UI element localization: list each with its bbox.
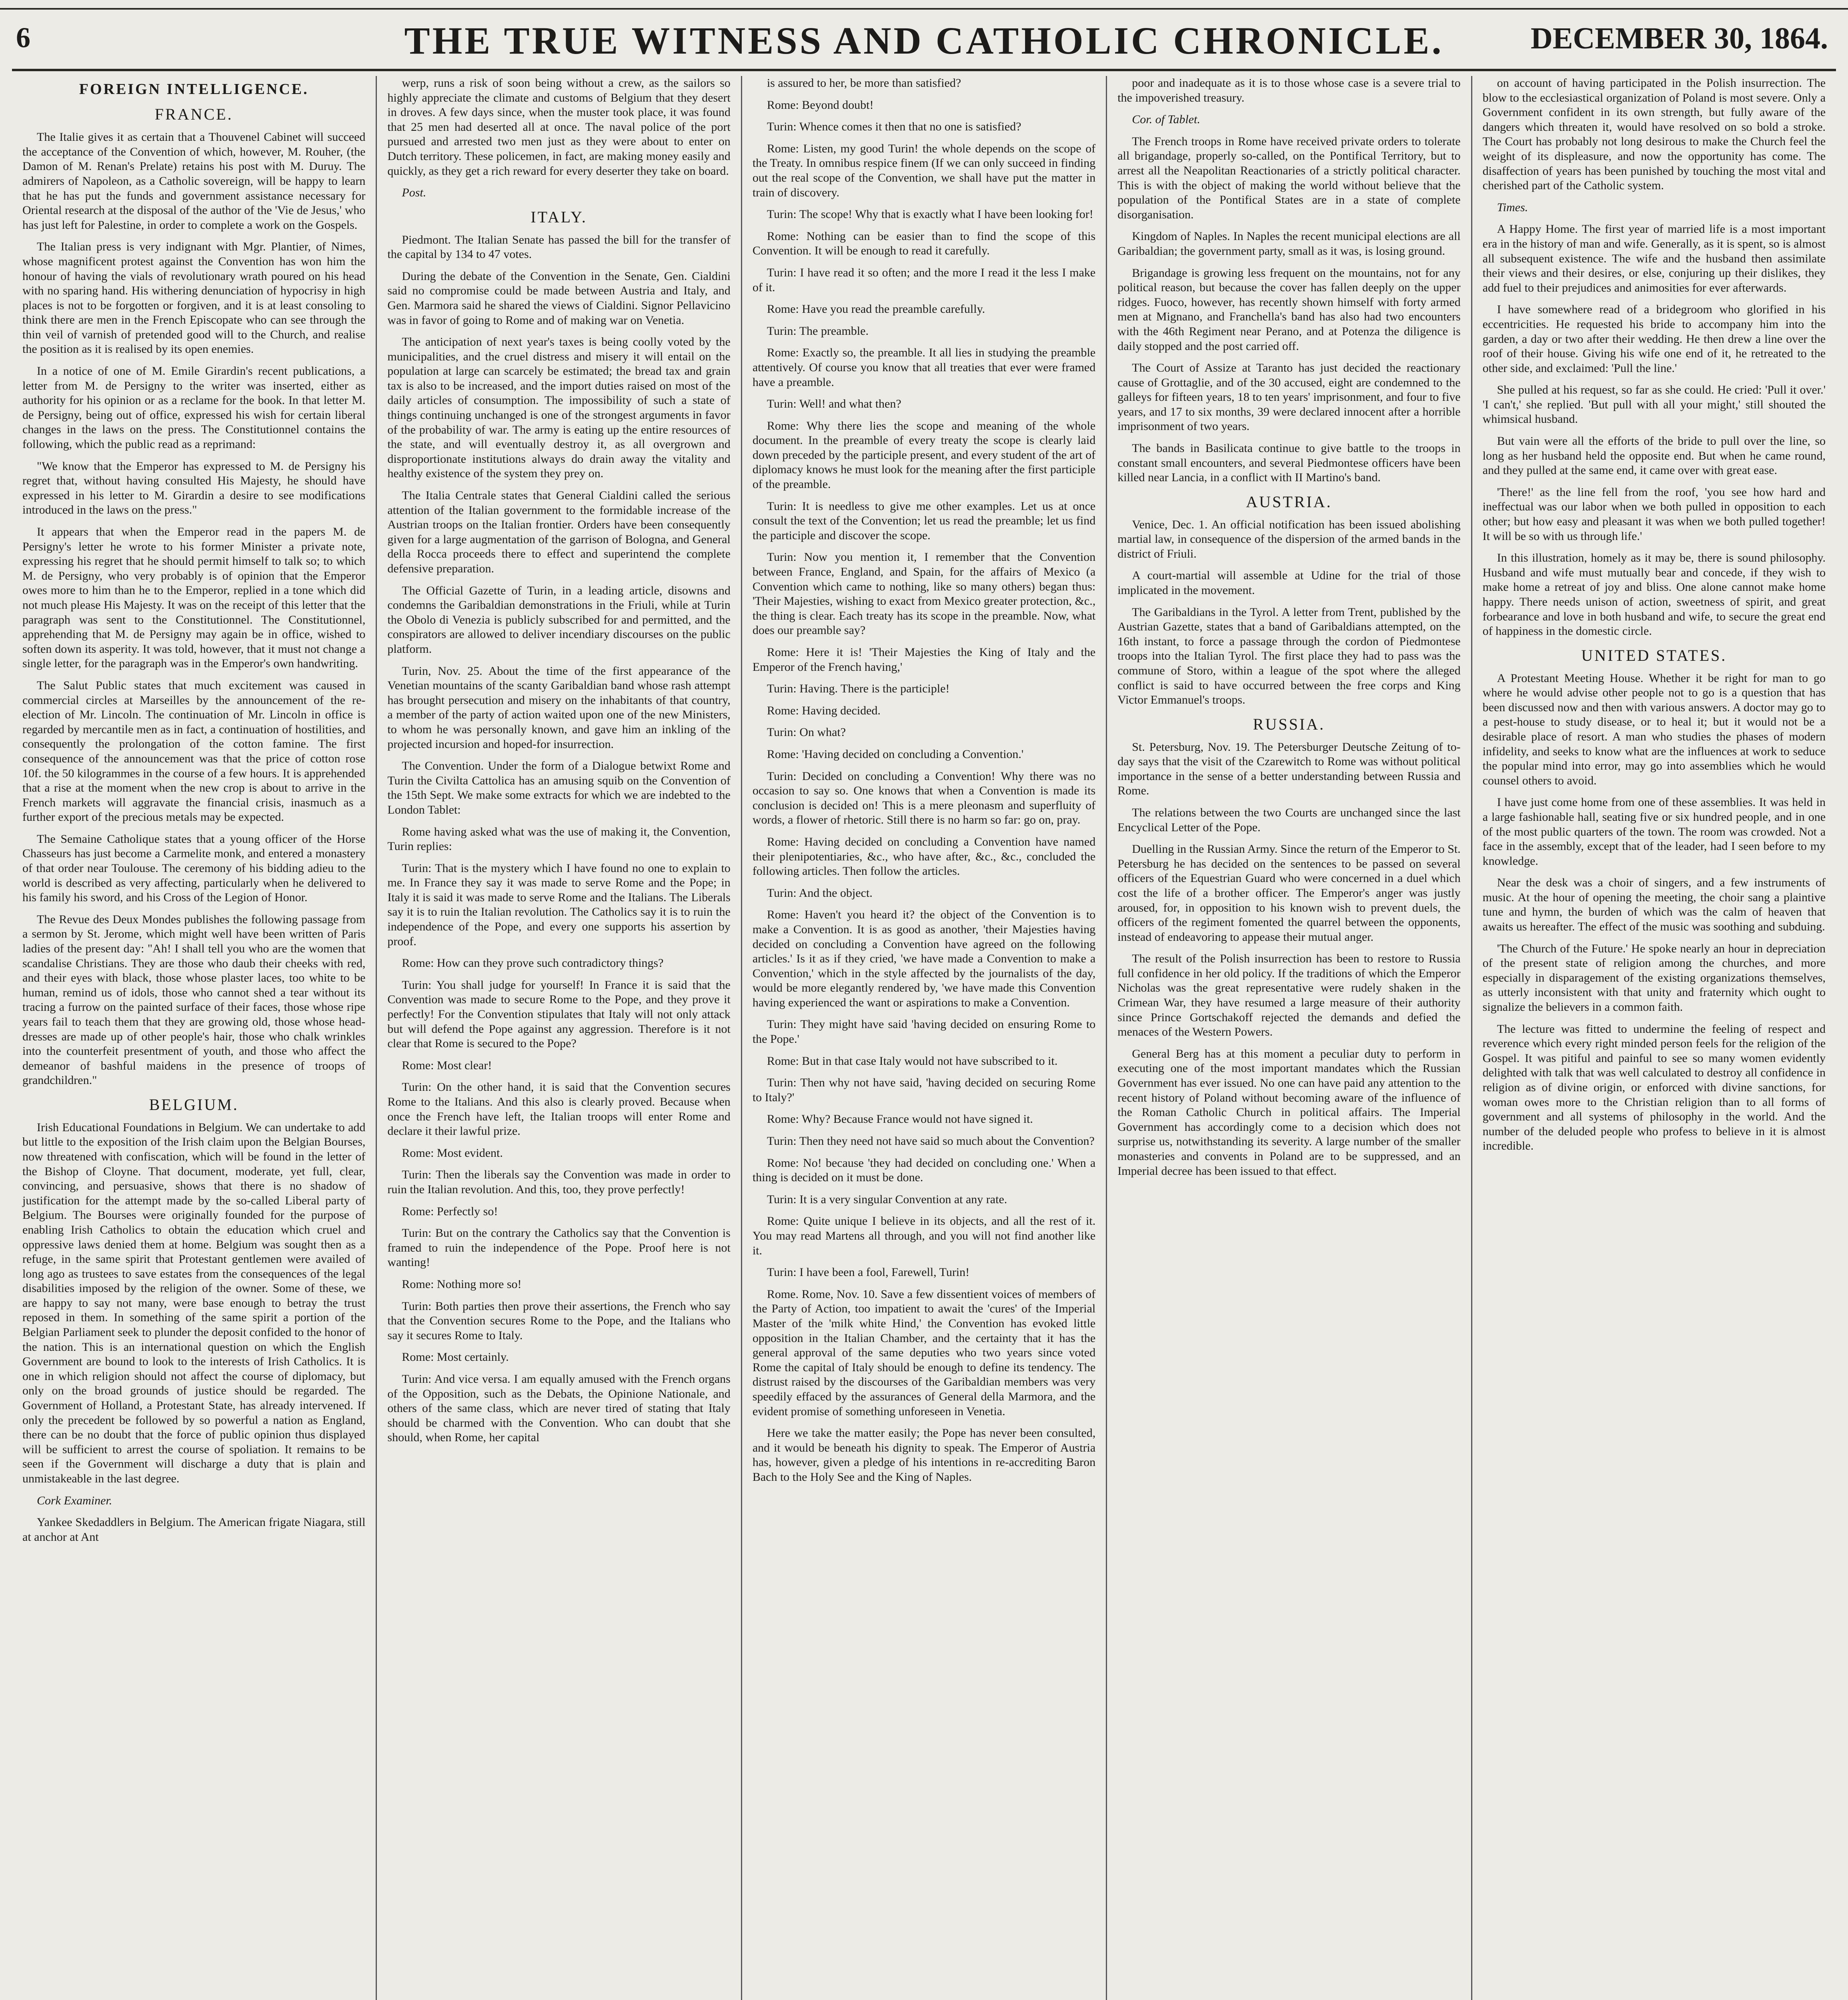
article-paragraph: The Revue des Deux Mondes publishes the following passage from a sermon by St. Jerome, which might well have been written of Paris ladies of the present day: "Ah! I shall tell you who are the women that scandalise Christians. They are those who daub their cheeks with red, and their eyes with black, those whose plaster laces, too white to be human, remind us of idols, those who cannot shed a tear without its tracing a furrow on the painted surface of their faces, those whose ripe years fail to teach them that they are growing old, those whose head-dresses are made up of other people's hair, those who chalk wrinkles into the counterfeit presentment of youth, and those who affect the demeanor of bashful maidens in the presence of troops of grandchildren." <box>22 912 366 1087</box>
article-paragraph: Turin: I have been a fool, Farewell, Turin! <box>767 1266 970 1279</box>
column-3 <box>742 76 1107 2000</box>
article-paragraph: is assured to her, be more than satisfied? <box>767 76 961 90</box>
article-paragraph: Turin: It is needless to give me other examples. Let us at once consult the text of the Convention; let us read the preamble; let us find the participle and discover the scope. <box>752 499 1096 542</box>
article-paragraph: The Court of Assize at Taranto has just decided the reactionary cause of Grottaglie, and of the 30 accused, eight are condemned to the galleys for fifteen years, 18 to ten years' imprisonment, and four to five years, and 17 to six months, 39 were declared innocent after a horrible imprisonment of two years. <box>1117 361 1461 433</box>
article-paragraph: Turin: Decided on concluding a Convention! Why there was no occasion to say so. One knows that when a Convention is made its conclusion is decided on! This is a mere pleonasm and superfluity of words, a flower of rhetoric. Still there is no harm so far: go on, pray. <box>752 769 1096 827</box>
article-paragraph: Rome: Nothing more so! <box>402 1277 522 1291</box>
country-heading: BELGIUM. <box>149 1095 239 1114</box>
masthead-title: THE TRUE WITNESS AND CATHOLIC CHRONICLE. <box>404 19 1444 62</box>
source-signature: Cork Examiner. <box>37 1494 112 1507</box>
article-paragraph: Rome: Listen, my good Turin! the whole depends on the scope of the Treaty. In omnibus respice finem (If we can only succeed in finding out the real scope of the Convention, we shall have put the matter in train of discovery. <box>752 142 1096 199</box>
article-paragraph: Rome: No! because 'they had decided on concluding one.' When a thing is decided on it must be done. <box>752 1156 1096 1184</box>
article-paragraph: Turin: Both parties then prove their assertions, the French who say that the Convention secures Rome to the Pope, and the Italians who say it secures Rome to Italy. <box>387 1299 731 1342</box>
country-heading: AUSTRIA. <box>1246 492 1332 511</box>
article-paragraph: The lecture was fitted to undermine the feeling of respect and reverence which every right minded person feels for the religion of the Gospel. It was pitiful and painful to see so many women evidently delighted with talk that was well calculated to destroy all confidence in religion as of divine origin, or enforced with divine sanctions, for woman owes more to the Christian religion than to all forms of government and all systems of philosophy in the world. And the number of the deluded people who profess to believe in it is almost incredible. <box>1482 1022 1826 1153</box>
article-paragraph: 'The Church of the Future.' He spoke nearly an hour in depreciation of the present state of religion among the churches, and more especially in disparagement of the existing organizations themselves, as utterly inconsistent with that unity and fraternity which ought to signalize the believers in a common faith. <box>1482 942 1826 1014</box>
article-paragraph: Turin: That is the mystery which I have found no one to explain to me. In France they say it was made to serve Rome and the Pope; in Italy it is said it was made to serve Rome and the Italians. The Liberals say it is to ruin the Italian revolution. The Catholics say it is to ruin the independence of the Pope, and every one supports his assertion by proof. <box>387 861 731 948</box>
article-paragraph: Turin: And the object. <box>767 886 873 900</box>
article-paragraph: The Semaine Catholique states that a young officer of the Horse Chasseurs has just become a Carmelite monk, and entered a monastery of that order near Toulouse. The ceremony of his bidding adieu to the world is described as very affecting, particularly when he delivered to his family his sword, and his Cross of the Legion of Honor. <box>22 832 366 904</box>
article-paragraph: During the debate of the Convention in the Senate, Gen. Cialdini said no compromise could be made between Austria and Italy, and Gen. Marmora said he shared the views of Cialdini. Signor Pellavicino was in favor of going to Rome and of making war on Venetia. <box>387 269 731 327</box>
article-paragraph: Rome: Why there lies the scope and meaning of the whole document. In the preamble of every treaty the scope is clearly laid down preceded by the participle present, and every student of the art of diplomacy knows he must look for the meaning after the first participle of the preamble. <box>752 419 1096 491</box>
article-paragraph: Rome: Having decided on concluding a Convention have named their plenipotentiaries, &c., who have after, &c., &c., concluded the following articles. Then follow the articles. <box>752 835 1096 878</box>
issue-date: DECEMBER 30, 1864. <box>1530 22 1828 55</box>
top-rule <box>0 8 1848 10</box>
article-paragraph: Duelling in the Russian Army. Since the return of the Emperor to St. Petersburg he has decided on the sentences to be passed on several officers of the Equestrian Guard who were concerned in a duel which cost the life of a brother officer. The Emperor's anger was justly aroused, for, in opposition to his known wish to prevent duels, the officers of the regiment fomented the quarrel between the opponents, instead of endeavoring to appease their mutual anger. <box>1117 842 1461 944</box>
article-paragraph: Rome: Perfectly so! <box>402 1204 498 1218</box>
article-paragraph: Rome: Most evident. <box>402 1146 503 1160</box>
article-paragraph: The result of the Polish insurrection has been to restore to Russia full confidence in her old policy. If the traditions of which the Emperor Nicholas was the great representative were rudely shaken in the Crimean War, they have resumed a large measure of their authority since Prince Gortschakoff rejected the demands and defied the menaces of the Western Powers. <box>1117 952 1461 1039</box>
article-paragraph: Rome having asked what was the use of making it, the Convention, Turin replies: <box>387 825 731 853</box>
article-paragraph: Kingdom of Naples. In Naples the recent municipal elections are all Garibaldian; the government party, small as it was, is losing ground. <box>1117 230 1461 258</box>
article-paragraph: Turin: I have read it so often; and the more I read it the less I make of it. <box>752 266 1096 294</box>
article-paragraph: Turin: Then the liberals say the Convention was made in order to ruin the Italian revolution. And this, too, they prove perfectly! <box>387 1168 731 1196</box>
article-paragraph: I have just come home from one of these assemblies. It was held in a large fashionable hall, seating five or six hundred people, and in one of the most public quarters of the town. The room was crowded. Not a face in the assembly, except that of the leader, had I seen before to my knowledge. <box>1482 796 1826 868</box>
article-paragraph: Venice, Dec. 1. An official notification has been issued abolishing martial law, in consequence of the dispersion of the armed bands in the district of Friuli. <box>1117 518 1461 560</box>
article-paragraph: werp, runs a risk of soon being without a crew, as the sailors so highly appreciate the climate and customs of Belgium that they desert in droves. A few days since, when the muster took place, it was found that 25 men had deserted all at once. The naval police of the port pursued and arrested two men just as they were about to enter on Dutch territory. These policemen, in fact, are making money easily and quickly, as they get a rich reward for every deserter they take on board. <box>387 76 731 178</box>
article-paragraph: Rome: Most clear! <box>402 1058 492 1072</box>
country-heading: FRANCE. <box>154 105 233 124</box>
article-paragraph: The Italie gives it as certain that a Thouvenel Cabinet will succeed the acceptance of the Convention of which, however, M. Rouher, (the Damon of M. Renan's Prelate) retains his post with M. Duruy. The admirers of Napoleon, as a Catholic sovereign, will be happy to learn that he has put the funds and government assistance necessary for Oriental research at the disposal of the author of the 'Vie de Jesus,' who has just left for Palestine, in order to complete a work on the Gospels. <box>22 130 366 232</box>
article-paragraph: Turin: It is a very singular Convention at any rate. <box>767 1192 1007 1206</box>
article-paragraph: 'There!' as the line fell from the roof, 'you see how hard and ineffectual was our labor when we both pulled in opposition to each other; but how easy and pleasant it was when we both pulled together! It will be so with us through life.' <box>1482 485 1826 543</box>
article-paragraph: The anticipation of next year's taxes is being coolly voted by the municipalities, and the cruel distress and misery it will entail on the population at large can scarcely be estimated; the bread tax and grain tax is also to be increased, and the import duties raised on most of the daily articles of consumption. The impossibility of such a state of things continuing unchanged is one of the strongest arguments in favor of the probability of war. The army is eating up the entire resources of the state, and will eventually destroy it, as all overgrown and disproportionate institutions always do drain away the vitality and healthy existence of the system they prey on. <box>387 335 731 480</box>
header-rule <box>12 69 1836 71</box>
article-paragraph: Turin: And vice versa. I am equally amused with the French organs of the Opposition, such as the Debats, the Opinione Nationale, and others of the same class, which are never tired of stating that Italy should be charmed with the Convention. Who can doubt that she should, when Rome, her capital <box>387 1372 731 1444</box>
article-paragraph: Turin: They might have said 'having decided on ensuring Rome to the Pope.' <box>752 1018 1096 1046</box>
article-paragraph: Turin: Well! and what then? <box>767 397 901 411</box>
article-paragraph: The French troops in Rome have received private orders to tolerate all brigandage, properly so-called, on the Pontifical Territory, but to arrest all the Neapolitan Reactionaries of a strictly political character. This is with the object of making the world without believe that the population of the Pontifical States are in a state of complete disorganisation. <box>1117 134 1461 221</box>
article-paragraph: Turin: Having. There is the participle! <box>767 682 950 696</box>
article-paragraph: Turin, Nov. 25. About the time of the first appearance of the Venetian mountains of the scanty Garibaldian band whose rash attempt has brought persecution and misery on the inhabitants of that country, a member of the party of action waited upon one of the new Ministers, to whom he was personally known, and gave him an inkling of the projected incursion and hoped-for insurrection. <box>387 664 731 751</box>
article-paragraph: Here we take the matter easily; the Pope has never been consulted, and it would be beneath his dignity to speak. The Emperor of Austria has, however, given a pledge of his intentions in re-accrediting Baron Bach to the Holy See and the King of Naples. <box>752 1426 1096 1484</box>
article-paragraph: Rome: Beyond doubt! <box>767 98 874 112</box>
article-paragraph: Turin: But on the contrary the Catholics say that the Convention is framed to ruin the independence of the Pope. Proof here is not wanting! <box>387 1226 731 1269</box>
article-paragraph: Irish Educational Foundations in Belgium. We can undertake to add but little to the exposition of the Irish claim upon the Belgian Bourses, now threatened with confiscation, which will be found in the letter of the Bishop of Cloyne. That document, moderate, yet full, clear, convincing, and persuasive, shows that there is no shadow of justification for the attempt made by the so-called Liberal party of Belgium. The Bourses were originally founded for the purpose of enabling Irish Catholics to obtain the education which cruel and oppressive laws denied them at home. Belgium was sought then as a refuge, in the same spirit that Protestant gentlemen were availed of long ago as trustees to save estates from the consequences of the legal disabilities imposed by the religion of the owner. Some of these, we are happy to say not many, were base enough to betray the trust reposed in them. In something of the same spirit a portion of the Belgian Parliament seek to plunder the deposit confided to the honor of the nation. This is an international question on which the English Government are bound to look to the interests of Irish Catholics. It is one in which religion should not affect the course of diplomacy, but only on the broad grounds of justice should be regarded. The Government of Holland, a Protestant State, has already intervened. If only the precedent be followed by so powerful a nation as England, there can be no doubt that the force of public opinion thus displayed will be sufficient to arrest the course of spoliation. It remains to be seen if the Government will discharge a duty that is plain and unmistakeable in the last degree. <box>22 1120 366 1486</box>
article-paragraph: poor and inadequate as it is to those whose case is a severe trial to the impoverished treasury. <box>1117 76 1461 104</box>
country-heading: ITALY. <box>531 208 587 226</box>
article-paragraph: Rome: Quite unique I believe in its objects, and all the rest of it. You may read Martens all through, and you will not find another like it. <box>752 1214 1096 1257</box>
article-paragraph: Turin: Whence comes it then that no one is satisfied? <box>767 120 1021 134</box>
article-paragraph: Brigandage is growing less frequent on the mountains, not for any political reason, but because the cover has fallen deeply on the upper ridges. Fuoco, however, has recently shown himself with forty armed men at Mignano, and Franchella's band has also had two encounters with the 46th Regiment near Perano, and at Potenza the diligence is daily stopped and the post carried off. <box>1117 266 1461 353</box>
country-heading: RUSSIA. <box>1253 715 1325 733</box>
article-paragraph: It appears that when the Emperor read in the papers M. de Persigny's letter he wrote to his former Minister a private note, expressing his regret that he should permit himself to talk so; to which M. de Persigny, who very probably is of opinion that the Emperor owes more to him than he to the Emperor, replied in a tone which did not much please His Majesty. It was on the receipt of this letter that the paragraph was sent to the Constitutionnel. The Constitutionnel, apprehending that M. de Persigny may again be in office, wished to soften down its asperity. It was told, however, that it must not change a single letter, for the paragraph was in the Emperor's own handwriting. <box>22 525 366 670</box>
article-paragraph: General Berg has at this moment a peculiar duty to perform in executing one of the most important mandates which the Russian Government has ever issued. No one can have paid any attention to the recent history of Poland without becoming aware of the influence of the Roman Catholic Church in political affairs. The Imperial Government has accordingly come to a decision which does not surprise us, notwithstanding its severity. A large number of the smaller monasteries and convents in Poland are to be suppressed, and an Imperial decree has been issued to that effect. <box>1117 1047 1461 1178</box>
article-paragraph: Rome: How can they prove such contradictory things? <box>402 956 664 970</box>
article-paragraph: Rome: Have you read the preamble carefully. <box>767 302 985 316</box>
article-paragraph: on account of having participated in the Polish insurrection. The blow to the ecclesiastical organization of Poland is most severe. Only a Government confident in its own strength, but fully aware of the dangers which threaten it, would have resolved on so bold a stroke. The Court has probably not long desirous to make the Church feel the weight of its displeasure, and now the opportunity has come. The disaffection of years has been punished by touching the most vital and cherished part of the Catholic system. <box>1482 76 1826 192</box>
article-paragraph: Rome: Why? Because France would not have signed it. <box>767 1112 1033 1126</box>
article-paragraph: In a notice of one of M. Emile Girardin's recent publications, a letter from M. de Persigny to the writer was inserted, either as authority for his opinion or as a reclame for the book. In that letter M. de Persigny, being out of office, expressed his wish for certain liberal changes in the laws on the press. The Constitutionnel contains the following, which the public read as a reprimand: <box>22 364 366 451</box>
column-1 <box>12 76 377 2000</box>
article-paragraph: Turin: On what? <box>767 726 846 739</box>
column-5 <box>1472 76 1836 2000</box>
article-paragraph: She pulled at his request, so far as she could. He cried: 'Pull it over.' 'I can't,' she replied. 'But pull with all your might,' still shouted the whimsical husband. <box>1482 383 1826 426</box>
article-paragraph: Turin: Then why not have said, 'having decided on securing Rome to Italy?' <box>752 1076 1096 1104</box>
section-heading: FOREIGN INTELLIGENCE. <box>79 81 309 98</box>
article-paragraph: Turin: You shall judge for yourself! In France it is said that the Convention was made to secure Rome to the Pope, and they prove it perfectly! For the Convention stipulates that Italy will not only attack but will defend the Pope against any aggression. Therefore is it not clear that Rome is secured to the Pope? <box>387 978 731 1050</box>
source-signature: Times. <box>1497 200 1528 214</box>
article-paragraph: A Happy Home. The first year of married life is a most important era in the history of man and wife. Generally, as it is spent, so is almost all subsequent existence. The wife and the husband then assimilate their views and their desires, or else, conjuring up their dislikes, they add fuel to their prejudices and animosities for ever afterwards. <box>1482 222 1826 294</box>
article-paragraph: The Salut Public states that much excitement was caused in commercial circles at Marseilles by the announcement of the re-election of Mr. Lincoln. The continuation of Mr. Lincoln in office is regarded by mercantile men as in fact, a continuation of hostilities, and consequently the prolongation of the cotton famine. The first consequence of the announcement was that the price of cotton rose 10f. the 50 kilogrammes in the course of a few hours. It is apprehended that a rise at the moment when the new crop is about to arrive in the French markets will aggravate the financial crisis, inasmuch as a further export of the precious metals may be expected. <box>22 678 366 824</box>
article-paragraph: In this illustration, homely as it may be, there is sound philosophy. Husband and wife must mutually bear and concede, if they wish to make home a retreat of joy and bliss. One alone cannot make home happy. There needs unison of action, sweetness of spirit, and great forbearance and love in both husband and wife, to secure the great end of happiness in the domestic circle. <box>1482 551 1826 638</box>
article-paragraph: The Italia Centrale states that General Cialdini called the serious attention of the Italian government to the formidable increase of the Austrian troops on the Italian frontier. Orders have been consequently given for a large augmentation of the garrison of Bologna, and General della Rocca proceeds there to effect and superintend the complete defensive preparation. <box>387 489 731 576</box>
article-paragraph: Turin: Then they need not have said so much about the Convention? <box>767 1134 1095 1148</box>
article-paragraph: Near the desk was a choir of singers, and a few instruments of music. At the hour of opening the meeting, the choir sang a plaintive tune and hymn, the burden of which was the calm of heaven that awaits us hereafter. The effect of the music was soothing and subduing. <box>1482 876 1826 934</box>
source-signature: Cor. of Tablet. <box>1132 113 1200 126</box>
article-paragraph: A Protestant Meeting House. Whether it be right for man to go where he would advise other people not to go is a question that has been discussed now and then with various answers. A doctor may go to a pest-house to study disease, or to heal it; but it would not be a desirable place of resort. A man who studies the phases of modern infidelity, and seeks to know what are the influences at work to seduce the popular mind into error, may go into assemblies which he would counsel others to avoid. <box>1482 671 1826 787</box>
article-paragraph: St. Petersburg, Nov. 19. The Petersburger Deutsche Zeitung of to-day says that the visit of the Czarewitch to Rome was without political importance in the sense of a better understanding between Russia and Rome. <box>1117 740 1461 798</box>
article-paragraph: The bands in Basilicata continue to give battle to the troops in constant small encounters, and several Piedmontese officers have been killed near Lancia, in a conflict with II Martino's band. <box>1117 442 1461 484</box>
article-paragraph: Rome: 'Having decided on concluding a Convention.' <box>767 747 1024 761</box>
article-paragraph: Turin: The preamble. <box>767 324 869 338</box>
article-paragraph: The Garibaldians in the Tyrol. A letter from Trent, published by the Austrian Gazette, states that a band of Garibaldians attempted, on the 16th instant, to force a passage through the cordon of Piedmontese troops into the Italian Tyrol. The first place they had to pass was the commune of Storo, within a league of the spot where the alleged conflict is said to have occurred between the free corps and King Victor Emmanuel's troops. <box>1117 605 1461 707</box>
article-paragraph: Rome. Rome, Nov. 10. Save a few dissentient voices of members of the Party of Action, too impatient to await the 'cures' of the Imperial Master of the 'milk white Hind,' the Convention has evoked little opposition in the Italian Chamber, and the certainty that it has the general approval of the same deputies who two years since voted Rome the capital of Italy should be enough to define its tendency. The distrust raised by the discourses of the Garibaldian members was very speedily effaced by the assurances of General della Marmora, and the evident promise of something unforeseen in Venetia. <box>752 1287 1096 1418</box>
article-paragraph: But vain were all the efforts of the bride to pull over the line, so long as her husband held the opposite end. But when he came round, and they pulled at the same end, it came over with great ease. <box>1482 434 1826 477</box>
article-paragraph: I have somewhere read of a bridegroom who glorified in his eccentricities. He requested his bride to accompany him into the garden, a day or two after their wedding. He then drew a line over the roof of their house. Giving his wife one end of it, he retreated to the other side, and exclaimed: 'Pull the line.' <box>1482 303 1826 375</box>
column-4 <box>1107 76 1472 2000</box>
article-paragraph: Rome: Exactly so, the preamble. It all lies in studying the preamble attentively. Of course you know that all treaties that ever were framed have a preamble. <box>752 346 1096 389</box>
article-paragraph: Rome: Nothing can be easier than to find the scope of this Convention. It will be enough to read it carefully. <box>752 229 1096 258</box>
article-paragraph: Turin: The scope! Why that is exactly what I have been looking for! <box>767 208 1093 221</box>
source-signature: Post. <box>402 186 426 200</box>
article-paragraph: Yankee Skedaddlers in Belgium. The American frigate Niagara, still at anchor at Ant <box>22 1516 366 1544</box>
article-paragraph: The Convention. Under the form of a Dialogue betwixt Rome and Turin the Civilta Cattolica has an amusing squib on the Convention of the 15th Sept. We make some extracts for which we are indebted to the London Tablet: <box>387 759 731 816</box>
article-paragraph: Rome: Having decided. <box>767 704 881 717</box>
page-header <box>0 11 1848 67</box>
article-paragraph: Piedmont. The Italian Senate has passed the bill for the transfer of the capital by 134 to 47 votes. <box>387 233 731 261</box>
article-paragraph: A court-martial will assemble at Udine for the trial of those implicated in the movement. <box>1117 569 1461 597</box>
page-number: 6 <box>16 22 30 54</box>
article-paragraph: Rome: Most certainly. <box>402 1350 509 1364</box>
column-2 <box>377 76 742 2000</box>
columns-container <box>12 76 1836 2000</box>
article-paragraph: The relations between the two Courts are unchanged since the last Encyclical Letter of the Pope. <box>1117 806 1461 834</box>
article-paragraph: Rome: Here it is! 'Their Majesties the King of Italy and the Emperor of the French having,' <box>752 646 1096 674</box>
article-paragraph: Rome: But in that case Italy would not have subscribed to it. <box>767 1054 1058 1068</box>
country-heading: UNITED STATES. <box>1581 646 1727 664</box>
article-paragraph: Rome: Haven't you heard it? the object of the Convention is to make a Convention. It is as good as another, 'their Majesties having decided on concluding a Convention have agreed on the following articles.' Is it as if they cried, 'we have made a Convention to make a Convention,' which in the style affected by the journalists of the day, would be more elegantly rendered by, 'we have made this Convention having experienced the want or aspirations to make a Convention. <box>752 908 1096 1009</box>
article-paragraph: The Official Gazette of Turin, in a leading article, disowns and condemns the Garibaldian demonstrations in the Friuli, while at Turin the Obolo di Venezia is publicly subscribed for and permitted, and the conspirators are allowed to deliver incendiary discourses on the public platform. <box>387 584 731 656</box>
article-paragraph: The Italian press is very indignant with Mgr. Plantier, of Nimes, whose magnificent protest against the Convention has won him the honour of having the vials of revolutionary wrath poured on his head with no sparing hand. His withering denunciation of hypocrisy in high places is not to be forgotten or forgiven, and it is at least consoling to think there are men in the French Episcopate who can see through the thin veil of varnish of pretended good will to the Church, and realise the position as it is realised by its open enemies. <box>22 240 366 356</box>
article-paragraph: Turin: On the other hand, it is said that the Convention secures Rome to the Italians. And this also is clearly proved. Because when once the French have left, the Italian troops will enter Rome and declare it their lawful prize. <box>387 1080 731 1138</box>
article-paragraph: Turin: Now you mention it, I remember that the Convention between France, England, and Spain, for the affairs of Mexico (a Convention which came to nothing, like so many others) began thus: 'Their Majesties, wishing to exact from Mexico greater protection, &c., the thing is clear. Each treaty has its scope in the preamble. Now, what does our preamble say? <box>752 550 1096 637</box>
article-paragraph: "We know that the Emperor has expressed to M. de Persigny his regret that, without having consulted His Majesty, he should have expressed in his letter to M. Girardin a desire to see modifications introduced in the laws on the press." <box>22 459 366 517</box>
